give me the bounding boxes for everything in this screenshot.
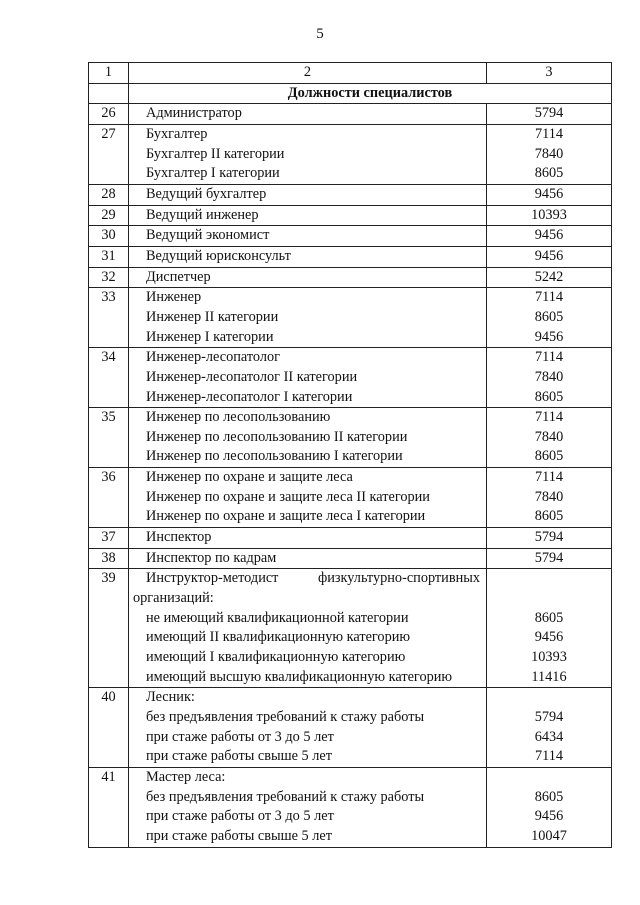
salary-value: 7840 <box>534 368 564 385</box>
table-row <box>89 205 612 226</box>
table-row <box>89 468 612 528</box>
table-row <box>89 408 612 468</box>
table-row <box>89 226 612 247</box>
position-title: имеющий II квалификационную категорию <box>146 629 411 646</box>
position-cell <box>129 288 487 348</box>
row-number-cell <box>89 468 129 528</box>
salary-cell <box>487 124 612 184</box>
table-row <box>89 104 612 125</box>
table-row <box>89 124 612 184</box>
salary-cell <box>487 267 612 288</box>
position-title: Инженер по охране и защите леса II категории <box>146 488 430 505</box>
table-row <box>89 184 612 205</box>
row-number-cell <box>89 408 129 468</box>
row-number: 33 <box>101 289 116 306</box>
salary-table <box>88 62 612 848</box>
salary-value: 6434 <box>534 728 564 745</box>
row-number: 40 <box>101 689 116 706</box>
table-row <box>89 267 612 288</box>
salary-cell <box>487 548 612 569</box>
salary-cell <box>487 468 612 528</box>
row-number-cell <box>89 548 129 569</box>
salary-cell <box>487 348 612 408</box>
row-number: 39 <box>101 570 116 587</box>
position-cell <box>129 767 487 847</box>
salary-value: 7114 <box>534 748 564 765</box>
table-row <box>89 569 612 688</box>
position-cell <box>129 124 487 184</box>
salary-value: 5794 <box>534 709 564 725</box>
position-title: Бухгалтер II категории <box>146 145 285 162</box>
salary-value: 7840 <box>534 428 564 445</box>
row-number-cell <box>89 569 129 688</box>
page-number: 5 <box>316 26 324 42</box>
row-number: 38 <box>101 549 116 566</box>
table-row <box>89 528 612 549</box>
salary-value: 5794 <box>534 105 564 122</box>
salary-value: 9456 <box>534 227 564 244</box>
position-title: при стаже работы свыше 5 лет <box>146 748 332 765</box>
row-number-cell <box>89 528 129 549</box>
salary-value: 8605 <box>534 788 564 805</box>
salary-value <box>487 569 611 589</box>
salary-cell <box>487 408 612 468</box>
salary-value: 8605 <box>534 165 564 182</box>
row-number: 32 <box>101 268 116 285</box>
position-title: Администратор <box>146 105 242 122</box>
position-title: Ведущий бухгалтер <box>146 185 267 202</box>
row-number: 37 <box>101 529 116 546</box>
salary-value: 8605 <box>534 308 564 325</box>
salary-value: 9456 <box>534 808 564 825</box>
header-col1 <box>89 63 129 84</box>
salary-value: 9456 <box>534 328 564 345</box>
table-row <box>89 548 612 569</box>
salary-value: 7114 <box>534 469 564 486</box>
salary-cell <box>487 688 612 768</box>
row-number: 29 <box>101 206 116 223</box>
row-number: 34 <box>101 349 116 366</box>
salary-value: 8605 <box>534 388 564 405</box>
salary-value: 7114 <box>534 125 564 142</box>
position-title: без предъявления требований к стажу работы <box>146 709 425 725</box>
row-number-cell <box>89 104 129 125</box>
row-number-cell <box>89 124 129 184</box>
position-title: Ведущий юрисконсульт <box>146 247 291 264</box>
position-cell <box>129 468 487 528</box>
position-title: Инспектор <box>146 529 212 546</box>
position-cell <box>129 226 487 247</box>
section-title-cell <box>129 83 612 104</box>
position-title: без предъявления требований к стажу работы <box>146 788 425 805</box>
position-title: имеющий I квалификационную категорию <box>146 649 406 666</box>
salary-value: 7114 <box>534 289 564 306</box>
salary-value: 9456 <box>534 185 564 202</box>
position-title: Бухгалтер I категории <box>146 165 280 182</box>
header-col3 <box>487 63 612 84</box>
salary-value: 7840 <box>534 488 564 505</box>
position-title: Ведущий инженер <box>146 206 259 223</box>
salary-value: 10393 <box>531 649 567 666</box>
salary-value: 10047 <box>531 827 567 844</box>
position-title: Инспектор по кадрам <box>146 549 277 566</box>
table-row <box>89 348 612 408</box>
salary-value: 9456 <box>534 629 564 646</box>
position-cell <box>129 267 487 288</box>
header-col2-label: 2 <box>303 64 312 80</box>
row-number-cell <box>89 184 129 205</box>
position-title: Инженер-лесопатолог <box>146 349 281 366</box>
position-title: при стаже работы от 3 до 5 лет <box>146 808 334 825</box>
position-title: Бухгалтер <box>146 125 208 142</box>
salary-cell <box>487 246 612 267</box>
header-row <box>89 63 612 84</box>
row-number: 30 <box>101 227 116 244</box>
position-title: Инженер I категории <box>146 328 274 345</box>
salary-value: 7840 <box>534 145 564 162</box>
salary-value: 8605 <box>534 508 564 525</box>
row-number: 26 <box>101 105 116 122</box>
row-number: 27 <box>101 125 116 142</box>
position-cell <box>129 205 487 226</box>
salary-value <box>487 589 611 609</box>
header-col2 <box>129 63 487 84</box>
row-number-cell <box>89 348 129 408</box>
table-row <box>89 767 612 847</box>
salary-cell <box>487 184 612 205</box>
position-title: при стаже работы от 3 до 5 лет <box>146 728 334 745</box>
salary-value: 7114 <box>534 409 564 426</box>
position-title: Инженер по лесопользованию <box>146 409 331 426</box>
table-row <box>89 688 612 768</box>
table-row <box>89 246 612 267</box>
row-number: 31 <box>101 247 116 264</box>
salary-value: 8605 <box>534 609 564 626</box>
header-col1-label: 1 <box>104 64 113 80</box>
row-number-cell <box>89 226 129 247</box>
salary-cell <box>487 205 612 226</box>
salary-value: 7114 <box>534 349 564 366</box>
row-number-cell <box>89 767 129 847</box>
row-number: 41 <box>101 768 116 785</box>
salary-value: 8605 <box>534 448 564 465</box>
salary-value: 5794 <box>534 549 564 566</box>
position-title: Инструктор-методист физкультурно-спортивных <box>146 570 480 587</box>
position-cell <box>129 569 487 688</box>
row-number-cell <box>89 688 129 768</box>
position-title: Ведущий экономист <box>146 227 270 244</box>
section-row <box>89 83 612 104</box>
row-number: 28 <box>101 185 116 202</box>
row-number: 36 <box>101 469 116 486</box>
position-title: Инженер по охране и защите леса I категории <box>146 508 426 525</box>
position-cell <box>129 246 487 267</box>
section-title: Должности специалистов <box>287 84 453 101</box>
position-title: Диспетчер <box>146 268 211 285</box>
row-number-cell <box>89 267 129 288</box>
salary-cell <box>487 569 612 688</box>
section-empty-cell <box>89 83 129 104</box>
position-title: не имеющий квалификационной категории <box>146 609 409 626</box>
salary-value: 10393 <box>531 206 567 223</box>
position-title: при стаже работы свыше 5 лет <box>146 827 332 844</box>
position-title: Инженер-лесопатолог I категории <box>146 388 353 405</box>
salary-value: 5242 <box>534 268 564 285</box>
position-title: организаций: <box>133 590 214 607</box>
position-cell <box>129 184 487 205</box>
row-number: 35 <box>101 409 116 426</box>
salary-value: 5794 <box>534 529 564 546</box>
position-cell <box>129 688 487 768</box>
salary-value: 11416 <box>531 668 567 685</box>
position-title: Инженер-лесопатолог II категории <box>146 368 358 385</box>
position-cell <box>129 548 487 569</box>
header-col3-label: 3 <box>545 64 553 80</box>
salary-cell <box>487 528 612 549</box>
position-title: Инженер II категории <box>146 308 279 325</box>
salary-value: 9456 <box>534 247 564 264</box>
salary-cell <box>487 767 612 847</box>
table-row <box>89 288 612 348</box>
salary-cell <box>487 226 612 247</box>
position-title: Инженер по лесопользованию I категории <box>146 448 403 465</box>
position-title: Лесник: <box>146 689 195 706</box>
salary-value <box>487 768 611 788</box>
position-cell <box>129 528 487 549</box>
row-number-cell <box>89 246 129 267</box>
position-title: Инженер <box>146 289 202 306</box>
position-cell <box>129 104 487 125</box>
position-title: Мастер леса: <box>146 768 226 785</box>
position-title: Инженер по охране и защите леса <box>146 469 353 486</box>
salary-cell <box>487 288 612 348</box>
salary-cell <box>487 104 612 125</box>
row-number-cell <box>89 288 129 348</box>
row-number-cell <box>89 205 129 226</box>
position-title: имеющий высшую квалификационную категорию <box>146 668 453 685</box>
position-title: Инженер по лесопользованию II категории <box>146 428 408 445</box>
position-cell <box>129 348 487 408</box>
salary-value <box>487 688 611 708</box>
position-cell <box>129 408 487 468</box>
